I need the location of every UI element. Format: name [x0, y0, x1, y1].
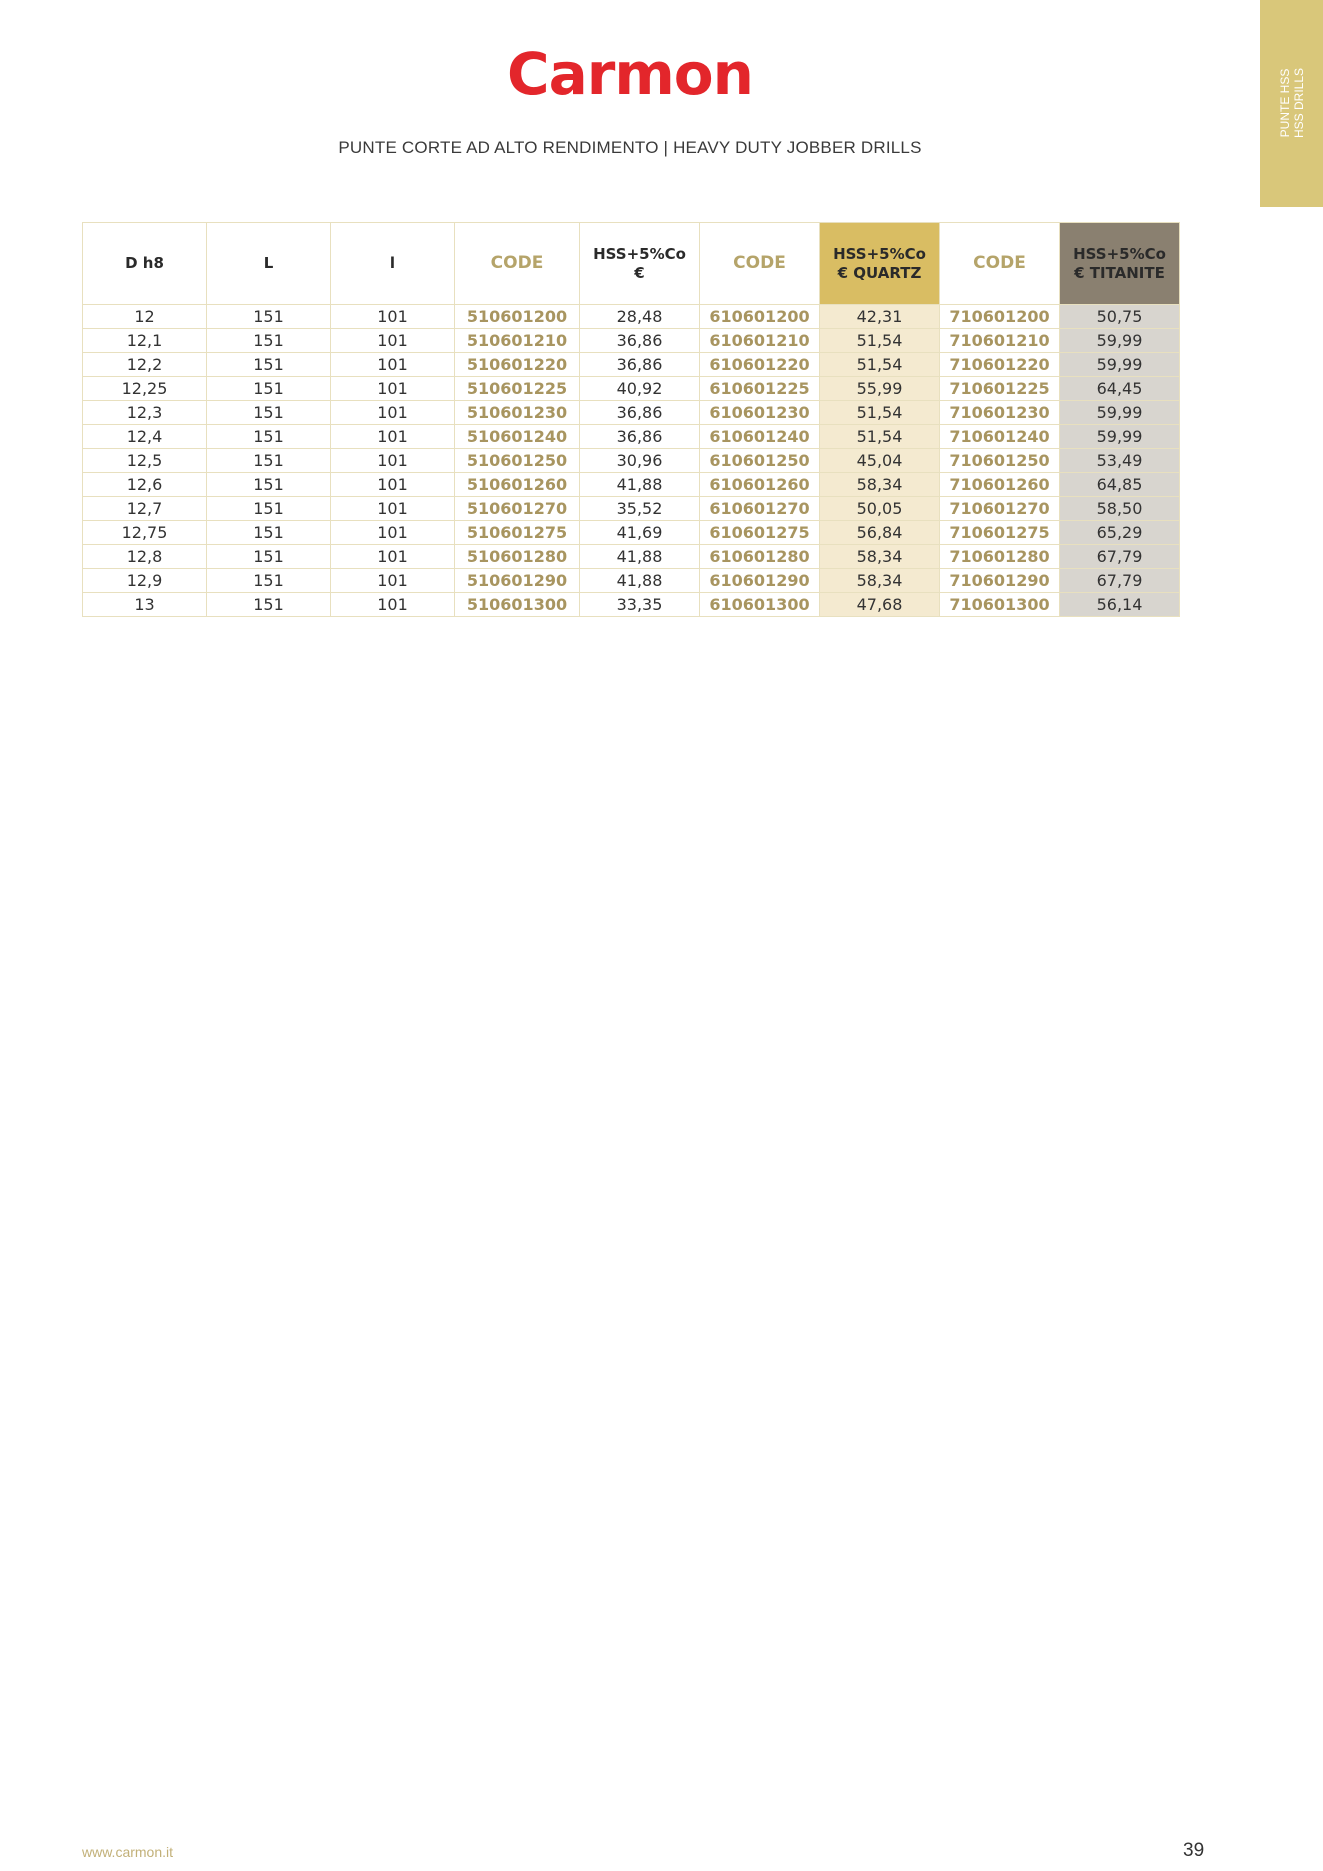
cell-total-length: 151: [207, 545, 331, 569]
cell-total-length: 151: [207, 353, 331, 377]
cell-code-hss: 510601300: [455, 593, 580, 617]
cell-code-hss: 510601240: [455, 425, 580, 449]
header-price-titanite-line2: € TITANITE: [1074, 263, 1165, 282]
cell-code-quartz: 610601225: [700, 377, 820, 401]
cell-code-quartz: 610601220: [700, 353, 820, 377]
cell-price-quartz: 55,99: [820, 377, 940, 401]
cell-total-length: 151: [207, 569, 331, 593]
table-row: [83, 401, 1180, 425]
cell-diameter: 12,1: [83, 329, 207, 353]
table-row: [83, 329, 1180, 353]
cell-total-length: 151: [207, 401, 331, 425]
table-row: [83, 353, 1180, 377]
cell-code-quartz: 610601280: [700, 545, 820, 569]
cell-code-hss: 510601280: [455, 545, 580, 569]
cell-diameter: 12,5: [83, 449, 207, 473]
cell-code-hss: 510601270: [455, 497, 580, 521]
cell-price-hss: 33,35: [580, 593, 700, 617]
cell-diameter: 12,3: [83, 401, 207, 425]
cell-price-titanite: 56,14: [1060, 593, 1180, 617]
cell-flute-length: 101: [331, 353, 455, 377]
cell-price-quartz: 51,54: [820, 425, 940, 449]
table-row: [83, 521, 1180, 545]
cell-code-hss: 510601200: [455, 305, 580, 329]
footer-website-link[interactable]: www.carmon.it: [82, 1844, 174, 1860]
table-row: [83, 377, 1180, 401]
cell-flute-length: 101: [331, 593, 455, 617]
cell-flute-length: 101: [331, 521, 455, 545]
cell-code-quartz: 610601250: [700, 449, 820, 473]
cell-price-hss: 40,92: [580, 377, 700, 401]
header-price-titanite-line1: HSS+5%Co: [1073, 244, 1166, 263]
cell-price-titanite: 58,50: [1060, 497, 1180, 521]
cell-price-titanite: 65,29: [1060, 521, 1180, 545]
cell-diameter: 12,2: [83, 353, 207, 377]
cell-code-titanite: 710601225: [940, 377, 1060, 401]
header-price-titanite: [1060, 223, 1180, 305]
header-code-quartz: CODE: [700, 223, 820, 305]
cell-total-length: 151: [207, 497, 331, 521]
section-tab-line1: PUNTE HSS: [1277, 68, 1292, 138]
table-header-row: [83, 223, 1180, 305]
carmon-logo: Carmon: [507, 40, 753, 108]
cell-code-quartz: 610601260: [700, 473, 820, 497]
cell-diameter: 13: [83, 593, 207, 617]
cell-code-titanite: 710601260: [940, 473, 1060, 497]
cell-price-hss: 36,86: [580, 329, 700, 353]
cell-price-quartz: 58,34: [820, 473, 940, 497]
cell-price-quartz: 50,05: [820, 497, 940, 521]
table-body: [83, 305, 1180, 617]
cell-price-quartz: 58,34: [820, 569, 940, 593]
cell-price-titanite: 67,79: [1060, 569, 1180, 593]
cell-price-titanite: 64,85: [1060, 473, 1180, 497]
cell-code-hss: 510601260: [455, 473, 580, 497]
cell-diameter: 12,7: [83, 497, 207, 521]
table-row: [83, 473, 1180, 497]
table-row: [83, 497, 1180, 521]
cell-code-quartz: 610601270: [700, 497, 820, 521]
cell-code-quartz: 610601275: [700, 521, 820, 545]
cell-code-hss: 510601275: [455, 521, 580, 545]
cell-price-titanite: 59,99: [1060, 401, 1180, 425]
cell-code-titanite: 710601200: [940, 305, 1060, 329]
cell-code-hss: 510601230: [455, 401, 580, 425]
cell-code-quartz: 610601290: [700, 569, 820, 593]
page-number: 39: [1183, 1840, 1205, 1861]
cell-code-quartz: 610601240: [700, 425, 820, 449]
cell-flute-length: 101: [331, 305, 455, 329]
cell-price-hss: 41,88: [580, 569, 700, 593]
cell-price-quartz: 42,31: [820, 305, 940, 329]
cell-price-hss: 41,88: [580, 545, 700, 569]
cell-code-titanite: 710601300: [940, 593, 1060, 617]
table-row: [83, 425, 1180, 449]
cell-price-titanite: 64,45: [1060, 377, 1180, 401]
cell-diameter: 12,8: [83, 545, 207, 569]
cell-flute-length: 101: [331, 401, 455, 425]
cell-code-titanite: 710601240: [940, 425, 1060, 449]
cell-price-hss: 28,48: [580, 305, 700, 329]
cell-total-length: 151: [207, 521, 331, 545]
cell-price-hss: 36,86: [580, 401, 700, 425]
table-row: [83, 593, 1180, 617]
cell-price-quartz: 58,34: [820, 545, 940, 569]
cell-code-hss: 510601210: [455, 329, 580, 353]
cell-total-length: 151: [207, 473, 331, 497]
cell-price-hss: 30,96: [580, 449, 700, 473]
cell-price-quartz: 51,54: [820, 329, 940, 353]
cell-price-titanite: 50,75: [1060, 305, 1180, 329]
cell-price-quartz: 45,04: [820, 449, 940, 473]
cell-price-quartz: 51,54: [820, 401, 940, 425]
cell-price-hss: 35,52: [580, 497, 700, 521]
header-price-quartz-line2: € QUARTZ: [837, 263, 922, 282]
cell-price-hss: 36,86: [580, 425, 700, 449]
cell-total-length: 151: [207, 449, 331, 473]
header-price-hss: [580, 223, 700, 305]
cell-flute-length: 101: [331, 329, 455, 353]
cell-total-length: 151: [207, 593, 331, 617]
cell-diameter: 12,6: [83, 473, 207, 497]
cell-total-length: 151: [207, 377, 331, 401]
table-row: [83, 449, 1180, 473]
section-tab-line2: HSS DRILLS: [1291, 67, 1306, 139]
cell-code-quartz: 610601200: [700, 305, 820, 329]
header-price-hss-line1: HSS+5%Co: [593, 244, 686, 263]
cell-total-length: 151: [207, 425, 331, 449]
section-tab: [1260, 0, 1323, 207]
cell-code-titanite: 710601290: [940, 569, 1060, 593]
header-code-titanite: CODE: [940, 223, 1060, 305]
cell-diameter: 12,4: [83, 425, 207, 449]
header-total-length: L: [207, 223, 331, 305]
table-row: [83, 569, 1180, 593]
cell-code-quartz: 610601210: [700, 329, 820, 353]
cell-total-length: 151: [207, 305, 331, 329]
table-row: [83, 545, 1180, 569]
cell-flute-length: 101: [331, 473, 455, 497]
cell-price-hss: 41,69: [580, 521, 700, 545]
cell-price-hss: 36,86: [580, 353, 700, 377]
cell-code-quartz: 610601230: [700, 401, 820, 425]
cell-code-hss: 510601225: [455, 377, 580, 401]
cell-code-titanite: 710601220: [940, 353, 1060, 377]
cell-code-hss: 510601250: [455, 449, 580, 473]
header-diameter: D h8: [83, 223, 207, 305]
cell-code-quartz: 610601300: [700, 593, 820, 617]
cell-flute-length: 101: [331, 497, 455, 521]
cell-total-length: 151: [207, 329, 331, 353]
cell-diameter: 12,75: [83, 521, 207, 545]
header-flute-length: l: [331, 223, 455, 305]
cell-flute-length: 101: [331, 425, 455, 449]
price-table: [82, 222, 1180, 617]
cell-code-titanite: 710601250: [940, 449, 1060, 473]
cell-code-titanite: 710601210: [940, 329, 1060, 353]
cell-flute-length: 101: [331, 545, 455, 569]
cell-code-titanite: 710601230: [940, 401, 1060, 425]
cell-price-titanite: 59,99: [1060, 353, 1180, 377]
cell-code-titanite: 710601280: [940, 545, 1060, 569]
cell-code-hss: 510601290: [455, 569, 580, 593]
cell-diameter: 12: [83, 305, 207, 329]
cell-price-titanite: 59,99: [1060, 329, 1180, 353]
header-price-quartz: [820, 223, 940, 305]
header-price-hss-line2: €: [634, 263, 645, 282]
cell-flute-length: 101: [331, 377, 455, 401]
cell-price-titanite: 59,99: [1060, 425, 1180, 449]
header-code-hss: CODE: [455, 223, 580, 305]
cell-diameter: 12,9: [83, 569, 207, 593]
cell-price-quartz: 47,68: [820, 593, 940, 617]
page-subtitle: PUNTE CORTE AD ALTO RENDIMENTO | HEAVY DUTY JOBBER DRILLS: [338, 138, 922, 157]
cell-code-titanite: 710601275: [940, 521, 1060, 545]
cell-price-hss: 41,88: [580, 473, 700, 497]
table-row: [83, 305, 1180, 329]
cell-price-titanite: 67,79: [1060, 545, 1180, 569]
cell-price-titanite: 53,49: [1060, 449, 1180, 473]
cell-flute-length: 101: [331, 449, 455, 473]
cell-diameter: 12,25: [83, 377, 207, 401]
cell-price-quartz: 51,54: [820, 353, 940, 377]
cell-code-hss: 510601220: [455, 353, 580, 377]
cell-code-titanite: 710601270: [940, 497, 1060, 521]
cell-flute-length: 101: [331, 569, 455, 593]
section-tab-label: [1278, 68, 1306, 138]
header-price-quartz-line1: HSS+5%Co: [833, 244, 926, 263]
cell-price-quartz: 56,84: [820, 521, 940, 545]
